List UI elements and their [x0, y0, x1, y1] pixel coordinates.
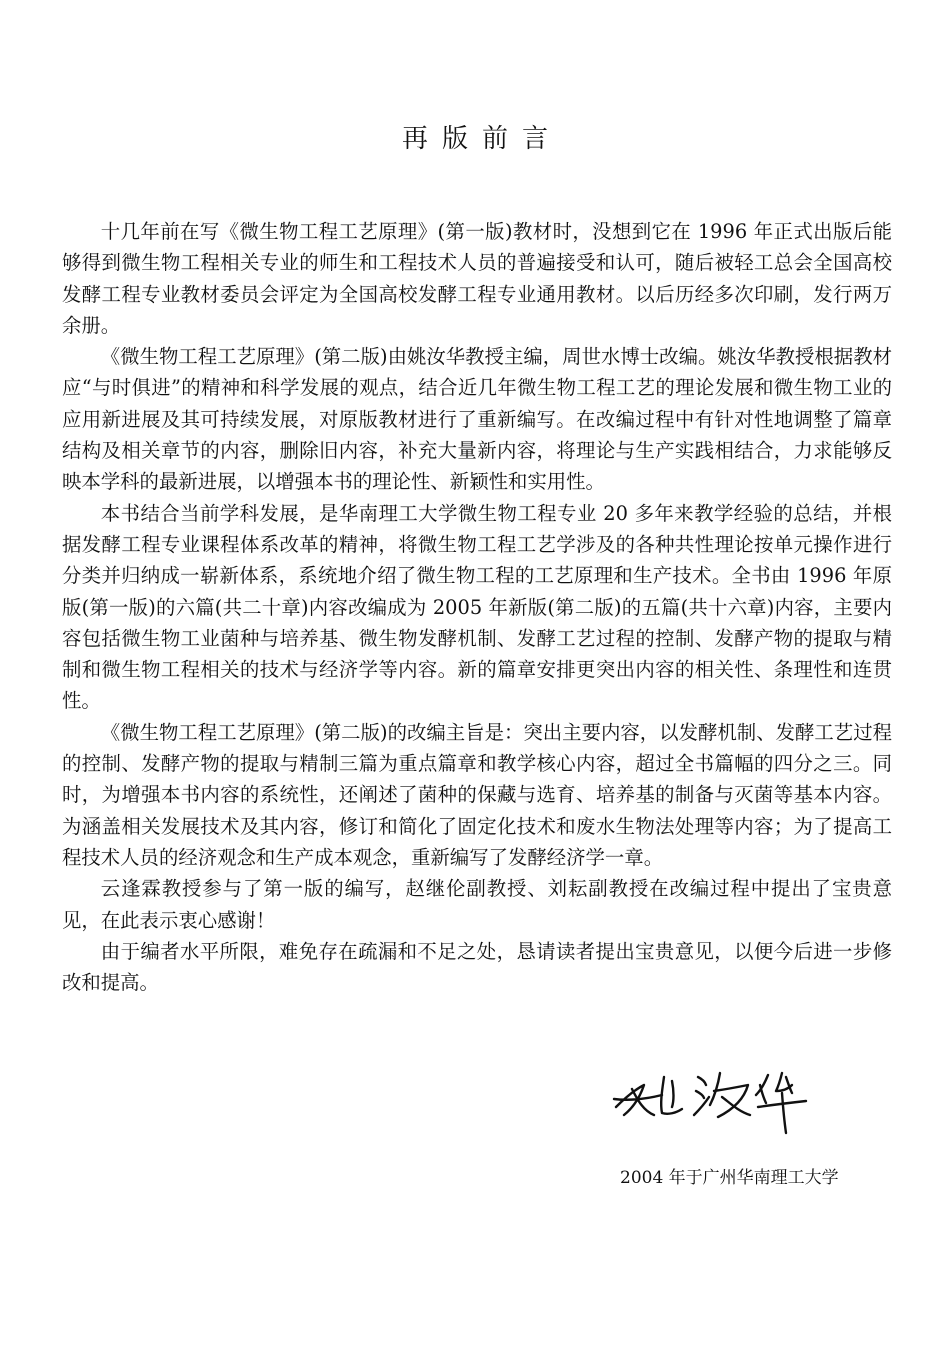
- paragraph: 十几年前在写《微生物工程工艺原理》(第一版)教材时，没想到它在 1996 年正式出版后能够得到微生物工程相关专业的师生和工程技术人员的普遍接受和认可，随后被轻工总会全国高校发酵工程专业教材委员会评定为全国高校发酵工程专业通用教材。以后历经多次印刷，发行两万余册。: [62, 220, 892, 337]
- paragraph: 由于编者水平所限，难免存在疏漏和不足之处，恳请读者提出宝贵意见，以便今后进一步修改和提高。: [62, 939, 892, 995]
- paragraph: 《微生物工程工艺原理》(第二版)的改编主旨是：突出主要内容，以发酵机制、发酵工艺过程的控制、发酵产物的提取与精制三篇为重点篇章和教学核心内容，超过全书篇幅的四分之三。同时，为增强本书内容的系统性，还阐述了菌种的保藏与选育、培养基的制备与灭菌等基本内容。为涵盖相关发展技术及其内容，修订和简化了固定化技术和废水生物法处理等内容；为了提高工程技术人员的经济观念和生产成本观念，重新编写了发酵经济学一章。: [62, 720, 892, 869]
- page-title: 再版前言: [401, 124, 562, 154]
- handwritten-signature: [610, 1055, 840, 1135]
- signature-graphic: [610, 1055, 840, 1135]
- preface-body: [62, 216, 892, 998]
- paragraph: 云逢霖教授参与了第一版的编写，赵继伦副教授、刘耘副教授在改编过程中提出了宝贵意见，在此表示衷心感谢！: [62, 877, 892, 932]
- paragraph: 本书结合当前学科发展，是华南理工大学微生物工程专业 20 多年来教学经验的总结，并根据发酵工程专业课程体系改革的精神，将微生物工程工艺学涉及的各种共性理论按单元操作进行分类并归纳成一崭新体系，系统地介绍了微生物工程的工艺原理和生产技术。全书由 1996 年原版(第一版)的六篇(共二十章)内容改编成为 2005 年新版(第二版)的五篇(共十六章)内容，主要内容包括微生物工业菌种与培养基、微生物发酵机制、发酵工艺过程的控制、发酵产物的提取与精制和微生物工程相关的技术与经济学等内容。新的篇章安排更突出内容的相关性、条理性和连贯性。: [62, 501, 892, 713]
- closing-line: 2004 年于广州华南理工大学: [620, 1168, 839, 1188]
- paragraph: 《微生物工程工艺原理》(第二版)由姚汝华教授主编，周世水博士改编。姚汝华教授根据教材应“与时俱进”的精神和科学发展的观点，结合近几年微生物工程工艺的理论发展和微生物工业的应用新进展及其可持续发展，对原版教材进行了重新编写。在改编过程中有针对性地调整了篇章结构及相关章节的内容，删除旧内容，补充大量新内容，将理论与生产实践相结合，力求能够反映本学科的最新进展，以增强本书的理论性、新颖性和实用性。: [62, 345, 892, 494]
